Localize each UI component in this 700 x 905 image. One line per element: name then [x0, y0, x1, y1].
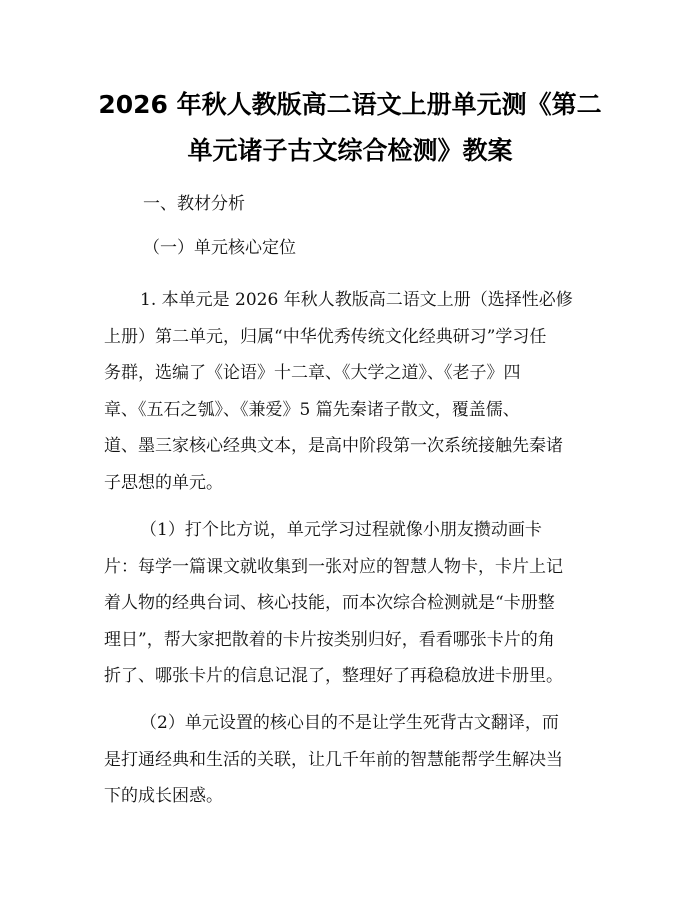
paragraph-line: 折了、哪张卡片的信息记混了，整理好了再稳稳放进卡册里。 [104, 666, 563, 686]
title-line-2: 单元诸子古文综合检测》教案 [187, 136, 513, 165]
paragraph-line: （2）单元设置的核心目的不是让学生死背古文翻译，而 [140, 713, 559, 733]
subsection-heading: （一）单元核心定位 [143, 238, 296, 258]
paragraph-line: 子思想的单元。 [104, 472, 223, 493]
paragraph-line: 理日”，帮大家把散着的卡片按类别归好，看看哪张卡片的角 [104, 629, 555, 650]
section-heading: 一、教材分析 [143, 194, 245, 214]
paragraph-1 [104, 282, 600, 501]
paragraph-line: 1. 本单元是 2026 年秋人教版高二语文上册（选择性必修 [140, 290, 573, 310]
paragraph-line: 下的成长困惑。 [104, 786, 223, 806]
document-title [90, 82, 610, 174]
paragraph-line: 章、《五石之瓠》、《兼爱》5 篇先秦诸子散文，覆盖儒、 [104, 399, 520, 420]
paragraph-line: （1）打个比方说，单元学习过程就像小朋友攒动画卡 [140, 520, 542, 540]
paragraph-line: 道、墨三家核心经典文本，是高中阶段第一次系统接触先秦诸 [104, 436, 563, 456]
title-line-1: 2026 年秋人教版高二语文上册单元测《第二 [98, 90, 602, 119]
paragraph-line: 务群，选编了《论语》十二章、《大学之道》、《老子》四 [104, 363, 521, 383]
paragraph-line: 上册）第二单元，归属“中华优秀传统文化经典研习”学习任 [104, 326, 547, 347]
paragraph-3 [104, 705, 600, 815]
paragraph-line: 是打通经典和生活的关联，让几千年前的智慧能帮学生解决当 [104, 749, 563, 770]
paragraph-line: 片：每学一篇课文就收集到一张对应的智慧人物卡，卡片上记 [104, 556, 563, 577]
paragraph-line: 着人物的经典台词、核心技能，而本次综合检测就是“卡册整 [104, 593, 555, 613]
paragraph-2 [104, 512, 600, 695]
